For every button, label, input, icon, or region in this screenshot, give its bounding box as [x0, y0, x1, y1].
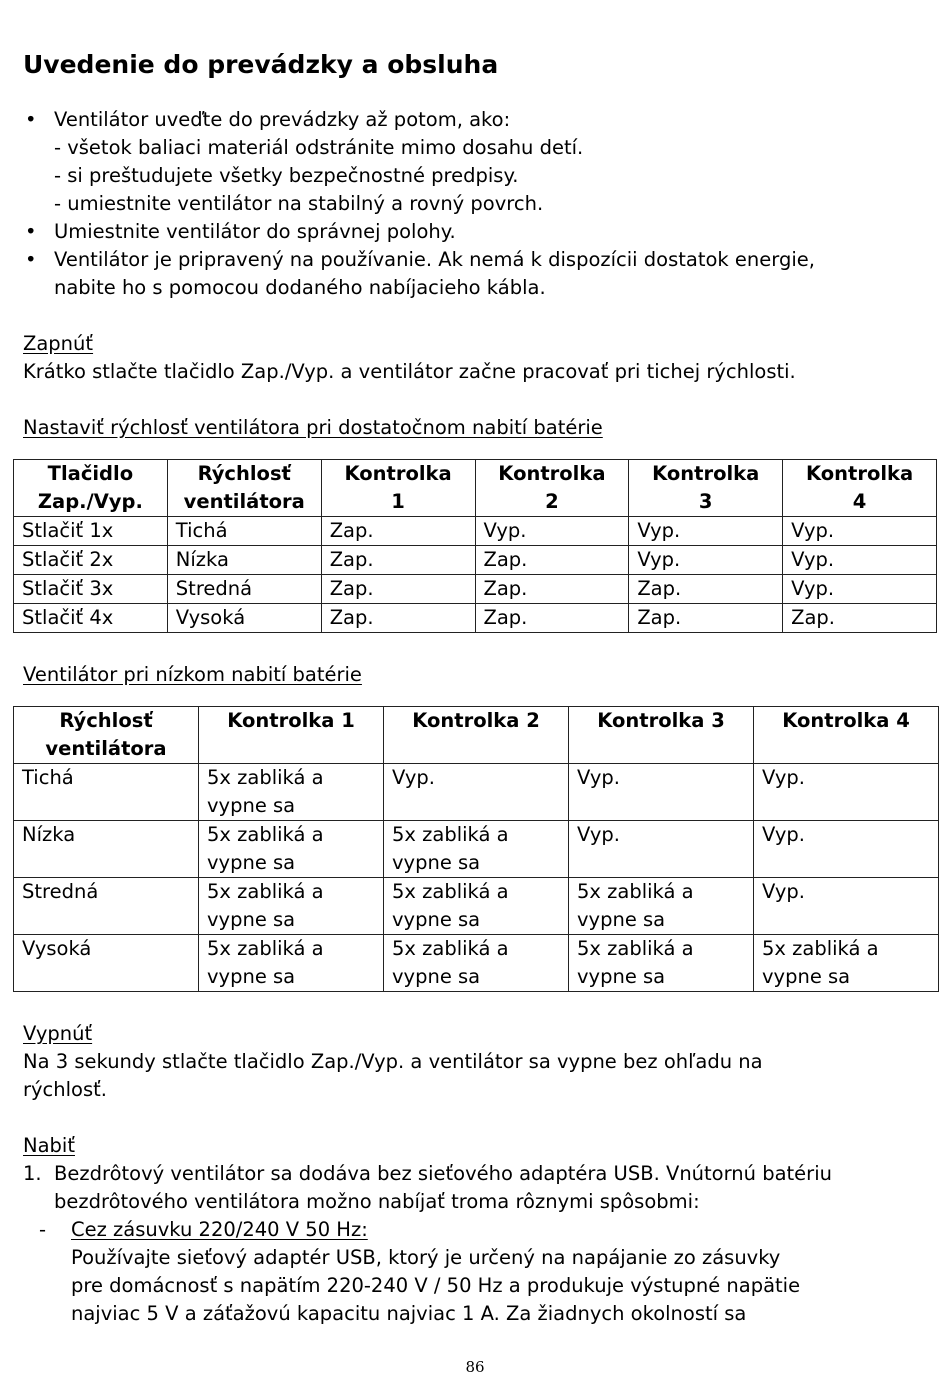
table-cell	[754, 935, 939, 992]
cell-text: 5x zabliká a	[392, 937, 509, 960]
table-cell: Zap.	[321, 517, 475, 546]
table-header-cell	[167, 460, 321, 517]
low-battery-table	[13, 706, 939, 992]
table-cell	[199, 935, 384, 992]
table-row	[14, 821, 939, 878]
table-cell: Zap.	[321, 604, 475, 633]
table-row	[14, 604, 937, 633]
cell-text: 5x zabliká a	[392, 880, 509, 903]
on-text: Krátko stlačte tlačidlo Zap./Vyp. a ventilátor začne pracovať pri tichej rýchlosti.	[23, 360, 796, 383]
table-header-cell	[569, 707, 754, 764]
table-row	[14, 764, 939, 821]
cell-text: Kontrolka 2	[412, 709, 540, 732]
table-cell	[569, 821, 754, 878]
cell-text: vypne sa	[392, 851, 481, 874]
section-heading-on: Zapnúť	[23, 332, 94, 355]
page-title: Uvedenie do prevádzky a obsluha	[23, 50, 499, 79]
cell-text: 3	[698, 490, 713, 513]
section-heading-speed: Nastaviť rýchlosť ventilátora pri dostatočnom nabití batérie	[23, 416, 603, 439]
cell-text: vypne sa	[392, 965, 481, 988]
bullet-text: nabite ho s pomocou dodaného nabíjacieho kábla.	[54, 276, 546, 299]
sub-item: - umiestnite ventilátor na stabilný a rovný povrch.	[54, 192, 544, 215]
table-cell	[14, 764, 199, 821]
table-header-cell	[475, 460, 629, 517]
table-cell: Vyp.	[783, 575, 937, 604]
cell-text: vypne sa	[762, 965, 851, 988]
table-header-cell	[14, 460, 168, 517]
cell-text: Kontrolka 1	[227, 709, 355, 732]
cell-text: vypne sa	[207, 794, 296, 817]
page-number: 86	[465, 1358, 485, 1376]
table-cell	[199, 878, 384, 935]
table-cell: Vyp.	[629, 517, 783, 546]
list-item	[23, 106, 938, 218]
table-row	[14, 517, 937, 546]
list-item	[23, 246, 938, 302]
table-cell: Zap.	[629, 575, 783, 604]
table-cell	[754, 878, 939, 935]
item-text: Bezdrôtový ventilátor sa dodáva bez sieťového adaptéra USB. Vnútornú batériu	[54, 1162, 832, 1185]
item-number: 1.	[23, 1162, 42, 1185]
sub-item: - si preštudujete všetky bezpečnostné predpisy.	[54, 164, 519, 187]
cell-text: Rýchlosť	[197, 462, 291, 485]
table-header-cell	[321, 460, 475, 517]
cell-text: 5x zabliká a	[207, 880, 324, 903]
cell-text: 5x zabliká a	[207, 823, 324, 846]
bullet-text: • Ventilátor je pripravený na používanie. Ak nemá k dispozícii dostatok energie,	[54, 248, 815, 271]
sub-text: pre domácnosť s napätím 220-240 V / 50 Hz a produkuje výstupné napätie	[71, 1274, 801, 1297]
table-cell: Zap.	[629, 604, 783, 633]
cell-text: Vysoká	[22, 937, 92, 960]
table-cell: Zap.	[475, 546, 629, 575]
table-cell	[14, 878, 199, 935]
cell-text: vypne sa	[207, 851, 296, 874]
cell-text: Tichá	[22, 766, 74, 789]
table-cell	[199, 821, 384, 878]
section-heading-off: Vypnúť	[23, 1022, 93, 1045]
table-cell: Vyp.	[629, 546, 783, 575]
table-cell	[384, 764, 569, 821]
intro-list	[23, 106, 938, 302]
table-cell: Vyp.	[475, 517, 629, 546]
list-item	[23, 1160, 938, 1216]
cell-text: 5x zabliká a	[392, 823, 509, 846]
table-cell	[569, 764, 754, 821]
table-cell	[384, 878, 569, 935]
table-header-cell	[629, 460, 783, 517]
cell-text: 4	[852, 490, 867, 513]
dash-marker: -	[39, 1218, 47, 1241]
list-item	[23, 218, 938, 246]
cell-text: Tlačidlo	[47, 462, 134, 485]
speed-table	[13, 459, 937, 633]
table-cell	[754, 821, 939, 878]
table-cell: Vysoká	[167, 604, 321, 633]
table-header-row	[14, 707, 939, 764]
cell-text: vypne sa	[207, 965, 296, 988]
cell-text: 5x zabliká a	[577, 880, 694, 903]
cell-text: 5x zabliká a	[577, 937, 694, 960]
sub-text: Používajte sieťový adaptér USB, ktorý je určený na napájanie zo zásuvky	[71, 1246, 781, 1269]
table-cell: Zap.	[475, 604, 629, 633]
table-header-cell	[199, 707, 384, 764]
cell-text: 5x zabliká a	[762, 937, 879, 960]
sub-heading: Cez zásuvku 220/240 V 50 Hz:	[71, 1218, 368, 1241]
cell-text: 5x zabliká a	[207, 766, 324, 789]
bullet-text: Umiestnite ventilátor do správnej polohy.	[54, 220, 456, 243]
table-cell	[754, 764, 939, 821]
cell-text: vypne sa	[392, 908, 481, 931]
cell-text: 5x zabliká a	[207, 937, 324, 960]
table-cell: Zap.	[321, 546, 475, 575]
bullet-text: • Ventilátor uveďte do prevádzky až potom, ako:	[54, 108, 511, 131]
table-cell: Vyp.	[783, 517, 937, 546]
cell-text: Rýchlosť	[59, 709, 153, 732]
table-header-cell	[14, 707, 199, 764]
table-cell: Stlačiť 4x	[14, 604, 168, 633]
cell-text: ventilátora	[45, 737, 167, 760]
page-content	[23, 46, 938, 1328]
table-cell: Zap.	[783, 604, 937, 633]
charge-sub-item	[23, 1216, 938, 1328]
cell-text: Vyp.	[762, 766, 805, 789]
cell-text: ventilátora	[183, 490, 305, 513]
table-cell: Stlačiť 1x	[14, 517, 168, 546]
cell-text: Vyp.	[392, 766, 435, 789]
table-cell: Stredná	[167, 575, 321, 604]
table-row	[14, 935, 939, 992]
cell-text: Kontrolka 4	[782, 709, 910, 732]
cell-text: vypne sa	[577, 965, 666, 988]
off-text-line: Na 3 sekundy stlačte tlačidlo Zap./Vyp. a ventilátor sa vypne bez ohľadu na	[23, 1050, 763, 1073]
cell-text: Kontrolka	[652, 462, 760, 485]
table-cell	[14, 821, 199, 878]
table-header-cell	[384, 707, 569, 764]
table-cell	[199, 764, 384, 821]
cell-text: Zap./Vyp.	[37, 490, 143, 513]
table-header-row	[14, 460, 937, 517]
cell-text: Kontrolka	[498, 462, 606, 485]
cell-text: 1	[391, 490, 405, 513]
cell-text: vypne sa	[207, 908, 296, 931]
cell-text: Nízka	[22, 823, 76, 846]
table-header-cell	[754, 707, 939, 764]
table-cell	[384, 935, 569, 992]
table-cell: Tichá	[167, 517, 321, 546]
table-cell: Stlačiť 2x	[14, 546, 168, 575]
sub-item: - všetok baliaci materiál odstránite mimo dosahu detí.	[54, 136, 584, 159]
table-cell	[569, 935, 754, 992]
table-row	[14, 878, 939, 935]
cell-text: Vyp.	[577, 823, 620, 846]
cell-text: Vyp.	[577, 766, 620, 789]
table-cell: Stlačiť 3x	[14, 575, 168, 604]
cell-text: Vyp.	[762, 880, 805, 903]
table-cell	[569, 878, 754, 935]
charge-list	[23, 1160, 938, 1216]
section-heading-charge: Nabiť	[23, 1134, 75, 1157]
off-text-line: rýchlosť.	[23, 1078, 107, 1101]
cell-text: Kontrolka	[344, 462, 452, 485]
cell-text: Kontrolka 3	[597, 709, 725, 732]
item-text: bezdrôtového ventilátora možno nabíjať troma rôznymi spôsobmi:	[54, 1190, 700, 1213]
table-cell	[14, 935, 199, 992]
table-cell: Zap.	[475, 575, 629, 604]
table-row	[14, 546, 937, 575]
cell-text: vypne sa	[577, 908, 666, 931]
table-cell: Nízka	[167, 546, 321, 575]
table-cell	[384, 821, 569, 878]
table-cell: Vyp.	[783, 546, 937, 575]
cell-text: Vyp.	[762, 823, 805, 846]
sub-text: najviac 5 V a záťažovú kapacitu najviac 1 A. Za žiadnych okolností sa	[71, 1302, 747, 1325]
section-heading-low-battery: Ventilátor pri nízkom nabití batérie	[23, 663, 362, 686]
cell-text: Kontrolka	[805, 462, 914, 485]
table-header-cell	[783, 460, 937, 517]
table-cell: Zap.	[321, 575, 475, 604]
cell-text: Stredná	[22, 880, 99, 903]
table-row	[14, 575, 937, 604]
cell-text: 2	[545, 490, 559, 513]
